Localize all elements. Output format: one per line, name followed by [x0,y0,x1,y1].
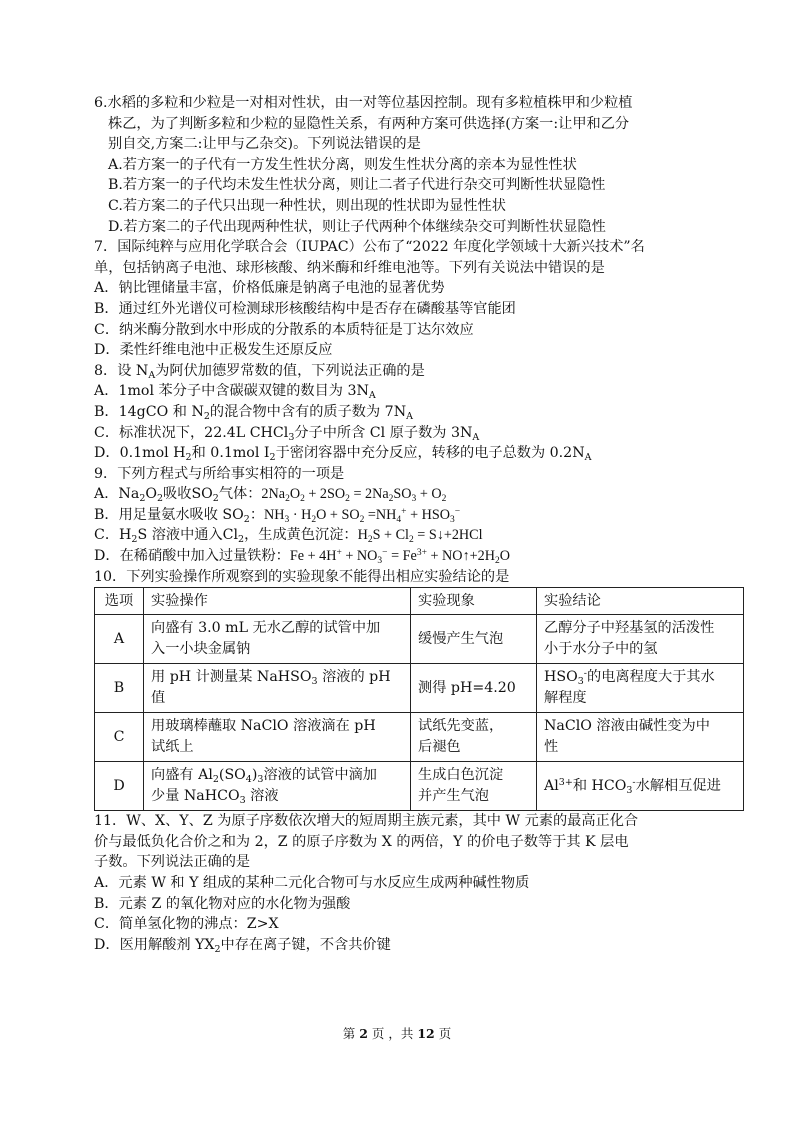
conclusion-cell: $Al^{3+}$和 $HCO_3^-$水解相互促进 [537,762,744,811]
experiment-table [94,587,744,811]
option-d: D.若方案二的子代出现两种性状，则让子代两种个体继续杂交可判断性状显隐性 [108,218,606,235]
conclusion-cell: NaClO 溶液由碱性变为中 性 [537,713,744,762]
operation-cell: 向盛有 3.0 mL 无水乙醇的试管中加 入一小块金属钠 [144,615,411,664]
question-11 [94,811,744,955]
option-c: C．纳米酶分散到水中形成的分散系的本质特征是丁达尔效应 [94,321,474,338]
option-a: A．钠比锂储量丰富，价格低廉是钠离子电池的显著优势 [94,280,445,297]
question-stem: 11．W、X、Y、Z 为原子序数依次增大的短周期主族元素，其中 W 元素的最高正化合 [94,813,639,830]
option-c: C.若方案二的子代只出现一种性状，则出现的性状即为显性性状 [108,197,506,214]
question-9 [94,464,744,567]
option-cell: C [95,713,144,762]
option-c: C．简单氢化物的沸点：Z>X [94,916,279,933]
operation-cell: 用玻璃棒蘸取 NaClO 溶液滴在 pH 试纸上 [144,713,411,762]
option-b: B．用足量氨水吸收 $SO_2$：$NH_3 \cdot H_2O + SO_2 =NH_4^+ + HSO_3^-$ [94,506,461,525]
column-header: 实验结论 [537,588,744,615]
equation: $NH_3 \cdot H_2O + SO_2 =NH_4^+ + HSO_3^-$ [264,506,461,525]
question-stem: 8．设 $N_A$为阿伏加德罗常数的值，下列说法正确的是 [94,362,425,381]
option-d: D．0.1mol $H_2$和 0.1mol $I_2$于密闭容器中充分反应，转移的电子总数为 $0.2N_A$ [94,445,592,464]
option-a: A．$Na_2O_2$吸收$SO_2$气体：$2Na_2O_2 + 2SO_2 = 2Na_2SO_3 + O_2$ [94,486,447,505]
option-d: D．在稀硝酸中加入过量铁粉：$Fe + 4H^+ + NO_3^- = Fe^{3+}$ + $NO↑+2H_2O$ [94,548,510,567]
equation: $H_2S + Cl_2$ = S↓+2HCl [357,527,483,546]
column-header: 实验操作 [144,588,411,615]
equation: $Fe + 4H^+ + NO_3^- = Fe^{3+}$ + $NO↑+2H_2O$ [289,548,510,567]
page-total: 12 [417,1026,435,1041]
option-cell: A [95,615,144,664]
question-stem: 9．下列方程式与所给事实相符的一项是 [94,465,345,482]
question-stem: 株乙，为了判断多粒和少粒的显隐性关系，有两种方案可供选择(方案一:让甲和乙分 [108,115,630,132]
phenomenon-cell: 生成白色沉淀 并产生气泡 [411,762,537,811]
page-number: 2 [359,1026,368,1041]
phenomenon-cell: 缓慢产生气泡 [411,615,537,664]
question-stem: 子数。下列说法正确的是 [94,854,251,871]
conclusion-cell: $HSO_3^-$的电离程度大于其水 解程度 [537,664,744,713]
option-b: B．通过红外光谱仪可检测球形核酸结构中是否存在磷酸基等官能团 [94,300,516,317]
option-b: B．元素 Z 的氧化物对应的水化物为强酸 [94,895,351,912]
operation-cell: 向盛有 $Al_2(SO_4)_3$溶液的试管中滴加 少量 NaHCO$_3$ 溶液 [144,762,411,811]
option-cell: D [95,762,144,811]
question-stem: 10．下列实验操作所观察到的实验现象不能得出相应实验结论的是 [94,568,510,585]
question-stem: 单，包括钠离子电池、球形核酸、纳米酶和纤维电池等。下列有关说法中错误的是 [94,259,605,276]
question-10 [94,567,744,812]
page-footer: 第 2 页 ，共 12 页 [342,1026,452,1041]
question-stem: 7．国际纯粹与应用化学联合会（IUPAC）公布了“2022 年度化学领域十大新兴技术”名 [94,239,645,256]
table-header-row [95,588,744,615]
phenomenon-cell: 试纸先变蓝， 后褪色 [411,713,537,762]
option-a: A.若方案一的子代有一方发生性状分离，则发生性状分离的亲本为显性性状 [108,156,577,173]
question-stem: 别自交,方案二:让甲与乙杂交)。下列说法错误的是 [108,136,421,153]
question-stem: 价与最低负化合价之和为 2，Z 的原子序数为 X 的两倍，Y 的价电子数等于其 K 层电 [94,833,629,850]
question-6 [94,93,744,237]
option-c: C．标准状况下，22.4L CHCl$_3$分子中所含 Cl 原子数为 $3N_A$ [94,424,480,443]
question-8 [94,361,744,464]
operation-cell: 用 pH 计测量某 NaHSO$_3$ 溶液的 pH 值 [144,664,411,713]
table-row [95,762,744,811]
option-a: A．元素 W 和 Y 组成的某种二元化合物可与水反应生成两种碱性物质 [94,875,530,892]
table-row [95,713,744,762]
column-header: 选项 [95,588,144,615]
column-header: 实验现象 [411,588,537,615]
table-row [95,664,744,713]
option-d: D．医用解酸剂 $YX_2$中存在离子键，不含共价键 [94,936,391,955]
phenomenon-cell: 测得 pH=4.20 [411,664,537,713]
option-b: B．14gCO 和 $N_2$的混合物中含有的质子数为 $7N_A$ [94,403,413,422]
option-c: C．$H_2S$ 溶液中通入$Cl_2$，生成黄色沉淀：$H_2S + Cl_2$ = S↓+2HCl [94,527,483,546]
option-cell: B [95,664,144,713]
question-stem: 6.水稻的多粒和少粒是一对相对性状，由一对等位基因控制。现有多粒植株甲和少粒植 [94,95,633,111]
table-row [95,615,744,664]
option-a: A．1mol 苯分子中含碳碳双键的数目为 $3N_A$ [94,383,376,402]
conclusion-cell: 乙醇分子中羟基氢的活泼性 小于水分子中的氢 [537,615,744,664]
question-page [94,93,744,955]
equation: $2Na_2O_2 + 2SO_2 = 2Na_2SO_3 + O_2$ [261,486,447,505]
option-d: D．柔性纤维电池中正极发生还原反应 [94,342,333,359]
option-b: B.若方案一的子代均未发生性状分离，则让二者子代进行杂交可判断性状显隐性 [108,177,606,194]
question-7 [94,237,744,361]
